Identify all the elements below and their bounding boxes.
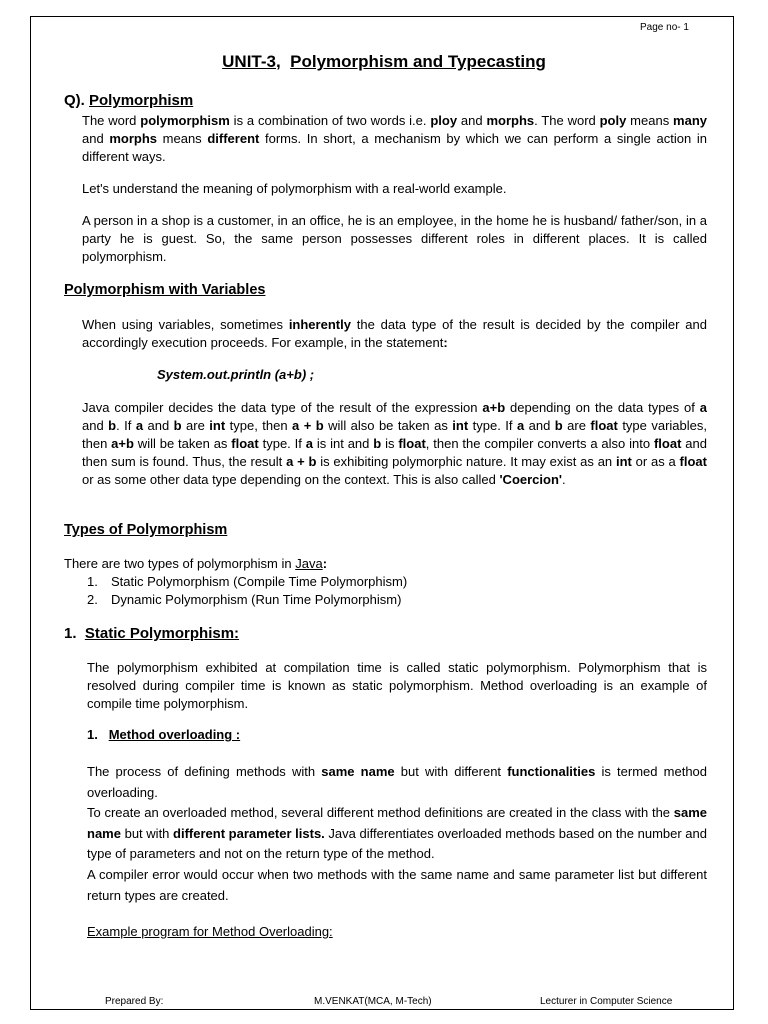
variables-paragraph-1: When using variables, sometimes inherently the data type of the result is decided by the compiler and accordingly execution proceeds. For example, in the statement: — [82, 317, 707, 350]
example-heading: Example program for Method Overloading: — [87, 924, 333, 939]
footer-role: Lecturer in Computer Science — [540, 996, 673, 1007]
list-item: 2. Dynamic Polymorphism (Run Time Polymorphism) — [87, 592, 402, 607]
title-unit: UNIT-3, — [222, 52, 281, 71]
code-statement: System.out.println (a+b) ; — [157, 367, 315, 382]
page-title — [0, 52, 768, 72]
variables-paragraph-2: Java compiler decides the data type of the result of the expression a+b depending on the data types of a and b. If a and b are int type, then a + b will also be taken as int type. If a and b are float type variables, then a+b will be taken as float type. If a is int and b is float, then the compiler converts a also into float and then sum is found. Thus, the result a + b is exhibiting polymorphic nature. It may exist as an int or as a float or as some other data type depending on the context. This is also called 'Coercion'. — [82, 400, 707, 487]
section-heading-variables: Polymorphism with Variables — [64, 282, 266, 298]
types-intro: There are two types of polymorphism in Java: — [64, 556, 328, 571]
method-paragraph-3: A compiler error would occur when two methods with the same name and same parameter list but different return types are created. — [87, 867, 707, 903]
method-paragraph-2: To create an overloaded method, several different method definitions are created in the class with the same name but with different parameter lists. Java differentiates overloaded methods based on the number and type of parameters and not on the return type of the method. — [87, 805, 707, 861]
page-number: Page no- 1 — [640, 22, 689, 33]
section-heading-types: Types of Polymorphism — [64, 522, 228, 538]
intro-paragraph-1: The word polymorphism is a combination of two words i.e. ploy and morphs. The word poly means many and morphs means different forms. In short, a mechanism by which we can perform a single action in different ways. — [82, 113, 708, 164]
section-heading-polymorphism: Q). Polymorphism — [64, 92, 194, 109]
java-link[interactable]: Java — [295, 556, 323, 571]
intro-paragraph-3: A person in a shop is a customer, in an office, he is an employee, in the home he is husband/ father/son, in a party he is guest. So, the same person possesses different roles in different places. It is called polymorphism. — [82, 213, 707, 264]
list-item: 1. Static Polymorphism (Compile Time Polymorphism) — [87, 574, 408, 589]
section-heading-static: 1. Static Polymorphism: — [64, 625, 240, 642]
section-heading-method-overloading: 1. Method overloading : — [87, 727, 241, 742]
static-paragraph: The polymorphism exhibited at compilation time is called static polymorphism. Polymorphism that is resolved during compiler time is known as static polymorphism. Method overloading is an example of compile time polymorphism. — [87, 660, 707, 711]
footer-author: M.VENKAT(MCA, M-Tech) — [314, 996, 432, 1007]
intro-paragraph-2: Let's understand the meaning of polymorphism with a real-world example. — [82, 181, 507, 196]
title-topic: Polymorphism and Typecasting — [290, 52, 546, 71]
types-list — [87, 573, 407, 609]
method-paragraph-1: The process of defining methods with same name but with different functionalities is termed method overloading. — [87, 764, 708, 800]
footer-prepared-by: Prepared By: — [105, 996, 164, 1007]
